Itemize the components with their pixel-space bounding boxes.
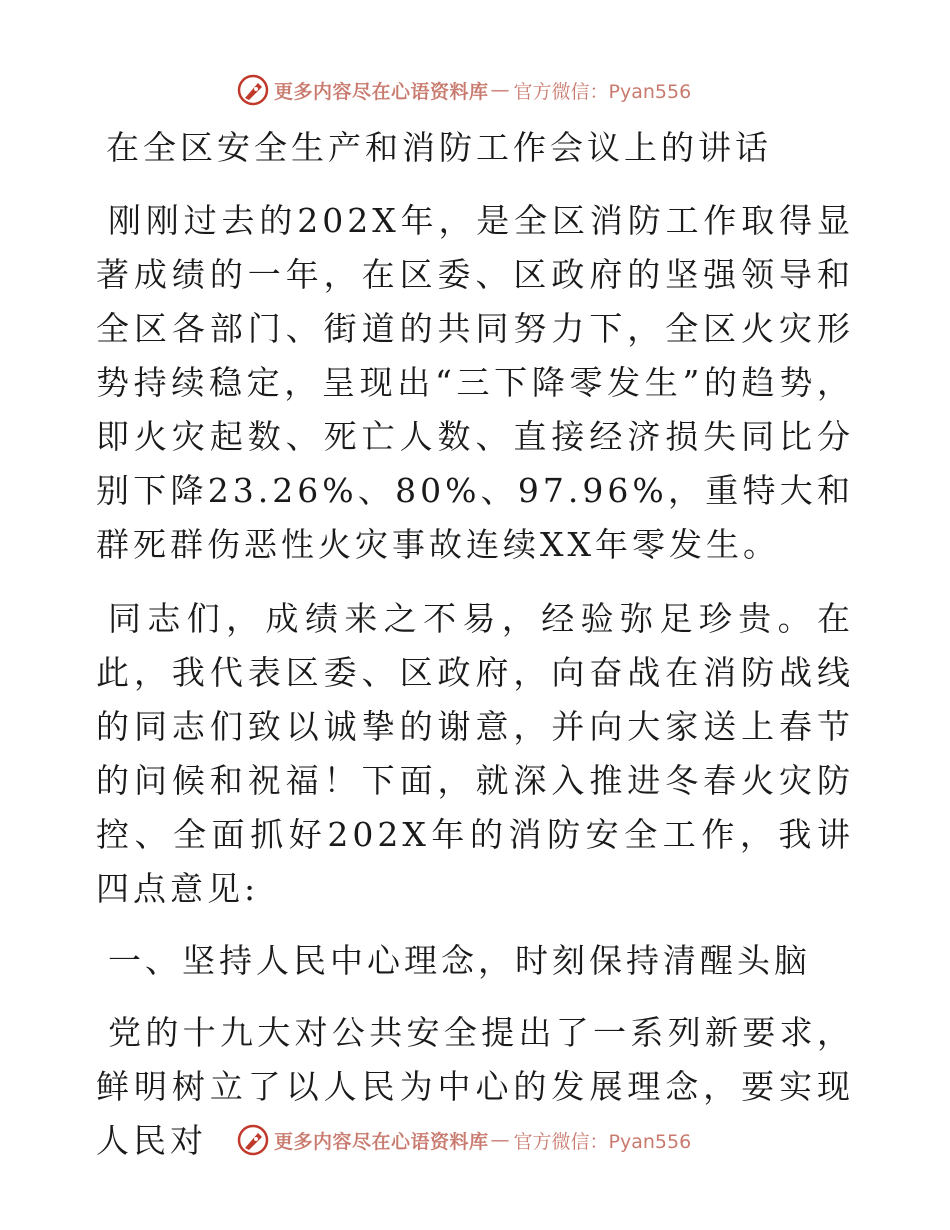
watermark-text: 更多内容尽在心语资料库 — [274, 80, 489, 103]
document-title: 在全区安全生产和消防工作会议上的讲话 — [106, 128, 772, 167]
watermark-separator: — — [490, 79, 510, 101]
pen-nib-logo-icon — [236, 73, 270, 107]
section-heading: 一、坚持人民中心理念，时刻保持清醒头脑 — [108, 941, 811, 980]
paragraph: 刚刚过去的202X年，是全区消防工作取得显著成绩的一年，在区委、区政府的坚强领导和全区各部门、街道的共同努力下，全区火灾形势持续稳定，呈现出“三下降零发生”的趋势，即火灾起数、死亡人数、直接经济损失同比分别下降23.26%、80%、97.96%，重特大和群死群伤恶性火灾事故连续XX年零发生。 — [96, 201, 854, 564]
watermark-header — [236, 72, 691, 108]
watermark-contact: 官方微信：Pyan556 — [513, 80, 692, 103]
watermark-separator: — — [490, 1129, 510, 1151]
watermark-text: 更多内容尽在心语资料库 — [274, 1130, 489, 1153]
pen-nib-logo-icon — [236, 1123, 270, 1157]
watermark-contact: 官方微信：Pyan556 — [513, 1130, 692, 1153]
paragraph: 党的十九大对公共安全提出了一系列新要求，鲜明树立了以人民为中心的发展理念，要实现人民对 — [96, 1013, 854, 1160]
watermark-footer — [236, 1122, 691, 1158]
paragraph: 同志们，成绩来之不易，经验弥足珍贵。在此，我代表区委、区政府，向奋战在消防战线的同志们致以诚挚的谢意，并向大家送上春节的问候和祝福！下面，就深入推进冬春火灾防控、全面抓好202X年的消防安全工作，我讲四点意见: — [96, 599, 854, 908]
document-body — [96, 124, 854, 1188]
